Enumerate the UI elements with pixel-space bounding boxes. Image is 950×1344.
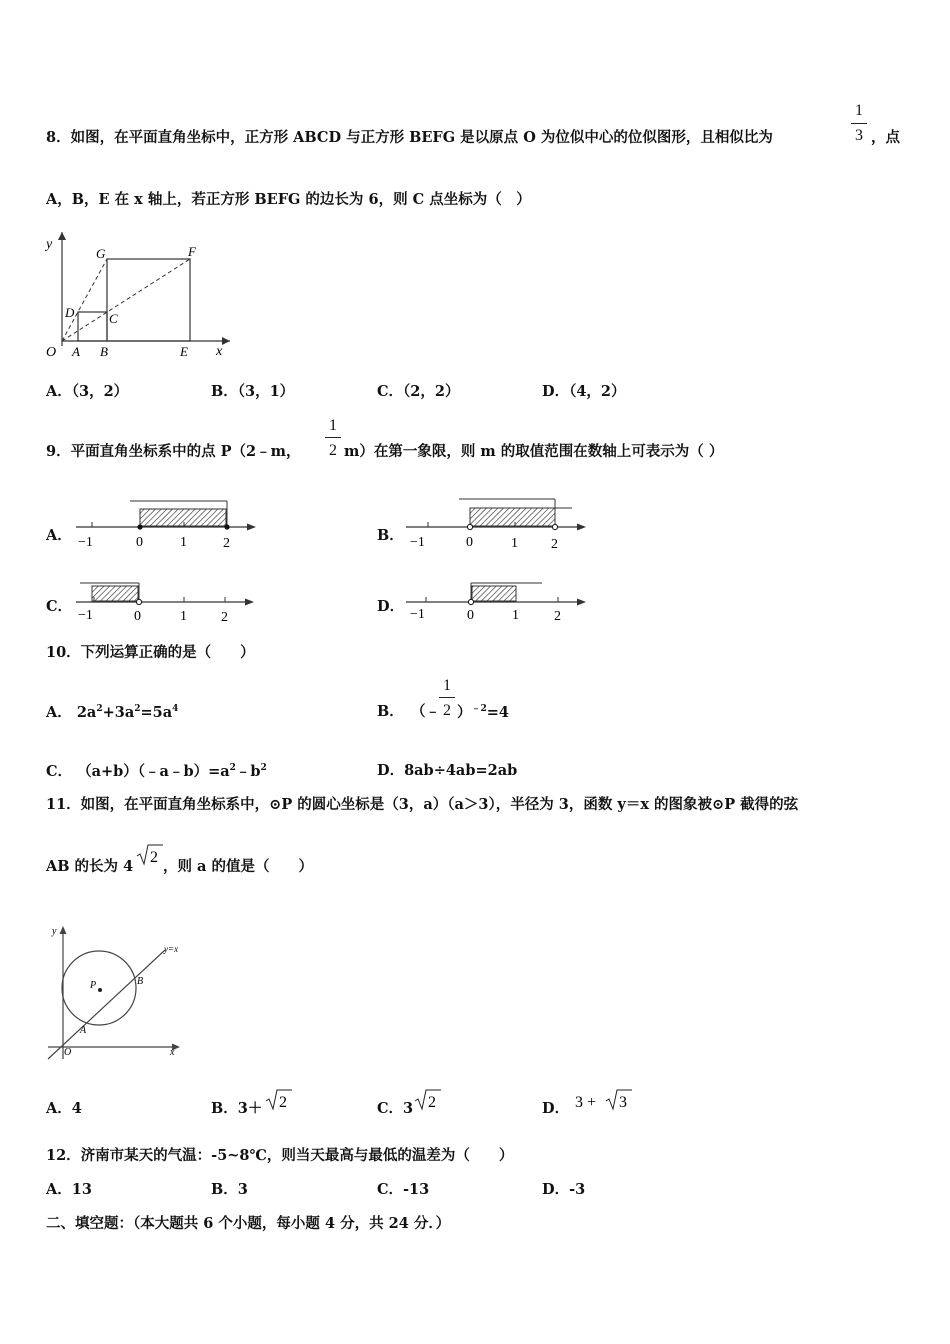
- q11-label-y: y: [52, 926, 57, 937]
- q10-c-label: C．: [46, 763, 73, 780]
- q11-label-A: A: [80, 1025, 87, 1036]
- q8-label-A: A: [72, 344, 80, 359]
- q10-b-p2: ）: [457, 704, 472, 721]
- q8-option-b[interactable]: B．（3，1）: [211, 383, 295, 400]
- q9-c-tick-0: 0: [134, 609, 141, 624]
- q10-a-e2: 2: [134, 704, 141, 714]
- q10-a-e1: 2: [96, 704, 103, 714]
- q11-stem-line2-a: AB 的长为 4: [46, 858, 134, 875]
- q9-d-tick-m1: −1: [410, 607, 425, 622]
- q8-label-B: B: [100, 344, 108, 359]
- q11-option-c-sqrt: [414, 1088, 442, 1112]
- q8-figure: [40, 228, 240, 363]
- q11-stem-sqrt: [136, 843, 164, 867]
- q9-b-tick-0: 0: [466, 535, 473, 550]
- q9-numberline-d[interactable]: [402, 578, 592, 626]
- q11-label-O: O: [64, 1047, 72, 1058]
- q11-b-sqrt-val: 2: [279, 1094, 287, 1111]
- q8-frac-den: 3: [855, 127, 863, 144]
- q10-c-p2: ﹣b: [235, 763, 261, 780]
- q10-a-label: A．: [46, 704, 72, 721]
- q10-c-p1: （a+b）（﹣a﹣b）=a: [77, 763, 230, 780]
- q9-numberline-c[interactable]: [72, 578, 262, 626]
- q10-option-a[interactable]: [46, 705, 178, 721]
- q9-option-d-label[interactable]: D．: [377, 598, 405, 615]
- q9-frac-num: 1: [329, 417, 337, 434]
- q10-option-b-label[interactable]: B．: [377, 703, 404, 720]
- q9-b-tick-2: 2: [551, 537, 558, 552]
- q12-option-d[interactable]: D．-3: [542, 1181, 586, 1198]
- q10-b-frac-bar: [439, 697, 455, 698]
- q10-b-exp: ﹣2: [471, 704, 487, 714]
- q9-d-tick-1: 1: [512, 608, 519, 623]
- q9-a-tick-0: 0: [136, 535, 143, 550]
- q9-d-tick-2: 2: [554, 609, 561, 624]
- q11-stem-sqrt-val: 2: [150, 849, 158, 866]
- q9-a-tick-1: 1: [180, 535, 187, 550]
- q8-label-G: G: [96, 246, 106, 261]
- q9-option-a-label[interactable]: A．: [46, 527, 72, 544]
- q9-a-tick-m1: −1: [78, 535, 93, 550]
- q10-c-e2: 2: [260, 763, 267, 773]
- q11-stem-line2-b: ，则 a 的值是（ ）: [163, 858, 313, 875]
- q10-option-c[interactable]: [46, 764, 267, 780]
- q8-stem-line2: A，B，E 在 x 轴上，若正方形 BEFG 的边长为 6，则 C 点坐标为（ ）: [46, 191, 531, 208]
- q8-option-a[interactable]: A．（3，2）: [46, 383, 129, 400]
- q11-option-a[interactable]: A．4: [46, 1100, 82, 1117]
- q10-a-p2: +3a: [102, 704, 135, 721]
- q9-stem-text-b: m）在第一象限，则 m 的取值范围在数轴上可表示为（ ）: [344, 443, 724, 460]
- q11-stem-line1: 11．如图，在平面直角坐标系中，⊙P 的圆心坐标是（3，a）（a＞3），半径为 3，函数 y＝x 的图象被⊙P 截得的弦: [46, 796, 799, 813]
- q11-d-pre: 3 +: [575, 1094, 601, 1111]
- q11-label-line: y=x: [164, 944, 179, 954]
- q10-b-frac-den: 2: [443, 702, 451, 719]
- q12-option-b[interactable]: B．3: [211, 1181, 248, 1198]
- q8-option-d[interactable]: D．（4，2）: [542, 383, 626, 400]
- q9-c-tick-2: 2: [221, 610, 228, 625]
- q9-frac-den: 2: [329, 442, 337, 459]
- q11-label-P: P: [90, 980, 97, 991]
- q12-stem: 12．济南市某天的气温：-5~8℃，则当天最高与最低的温差为（ ）: [46, 1147, 514, 1164]
- q11-option-d-label[interactable]: D．: [542, 1100, 570, 1117]
- q8-stem-text-a: 8．如图，在平面直角坐标中，正方形 ABCD 与正方形 BEFG 是以原点 O 为位似中心的位似图形，且相似比为: [46, 129, 773, 146]
- q9-option-b-label[interactable]: B．: [377, 527, 404, 544]
- q8-label-E: E: [180, 344, 188, 359]
- q8-label-F: F: [188, 244, 196, 259]
- q10-stem: 10．下列运算正确的是（ ）: [46, 644, 255, 661]
- q10-a-p3: =5a: [140, 704, 173, 721]
- q9-d-tick-0: 0: [467, 608, 474, 623]
- q10-a-p1: 2a: [76, 704, 97, 721]
- q10-c-e1: 2: [229, 763, 236, 773]
- q10-option-d[interactable]: D．8ab÷4ab=2ab: [377, 762, 518, 779]
- q9-numberline-a[interactable]: [72, 496, 262, 554]
- q10-b-frac-num: 1: [443, 677, 451, 694]
- q9-stem-text-a: 9．平面直角坐标系中的点 P（2﹣m，: [46, 443, 301, 460]
- q8-stem-text-b: ，点: [871, 129, 900, 146]
- q9-b-tick-1: 1: [511, 536, 518, 551]
- q8-label-x: x: [216, 344, 223, 359]
- q8-label-D: D: [65, 305, 75, 320]
- q9-c-tick-1: 1: [180, 609, 187, 624]
- q8-frac-bar: [851, 123, 867, 124]
- q10-b-rest: [457, 705, 509, 721]
- q8-label-C: C: [109, 311, 118, 326]
- q11-option-c-label[interactable]: C．3: [377, 1100, 414, 1117]
- q9-frac-bar: [325, 437, 341, 438]
- q8-frac-num: 1: [855, 102, 863, 119]
- q11-option-d-expr: [573, 1087, 633, 1113]
- q9-numberline-b[interactable]: [402, 496, 592, 554]
- q9-a-tick-2: 2: [223, 536, 230, 551]
- q10-b-p1: （﹣: [411, 703, 440, 720]
- q8-stem-line1: [46, 131, 773, 146]
- q8-option-c[interactable]: C．（2，2）: [377, 383, 460, 400]
- q9-b-tick-m1: −1: [410, 535, 425, 550]
- q12-option-a[interactable]: A．13: [46, 1181, 92, 1198]
- q11-label-B: B: [137, 976, 144, 987]
- q11-d-sqrt-val: 3: [619, 1094, 627, 1111]
- q10-a-e3: 4: [172, 704, 179, 714]
- section-title: 二、填空题：（本大题共 6 个小题，每小题 4 分，共 24 分．）: [46, 1215, 451, 1232]
- q8-label-y: y: [46, 237, 53, 252]
- q8-label-O: O: [46, 345, 57, 360]
- q9-option-c-label[interactable]: C．: [46, 598, 73, 615]
- q11-c-sqrt-val: 2: [428, 1094, 436, 1111]
- q12-option-c[interactable]: C．-13: [377, 1181, 430, 1198]
- q10-b-p3: =4: [486, 704, 510, 721]
- q9-c-tick-m1: −1: [78, 608, 93, 623]
- q11-option-b-sqrt: [265, 1088, 293, 1112]
- q11-figure: [40, 922, 190, 1062]
- q11-label-x: x: [170, 1047, 175, 1058]
- q11-option-b-label[interactable]: B．3＋: [211, 1100, 263, 1117]
